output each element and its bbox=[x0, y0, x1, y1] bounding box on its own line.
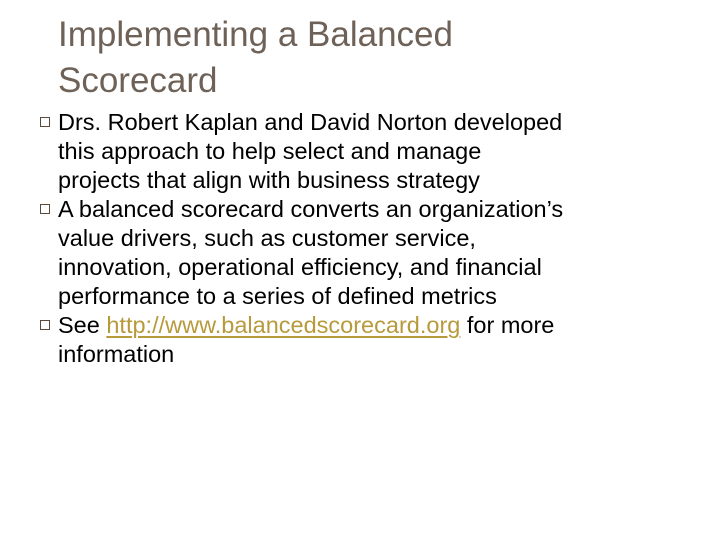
title-line-1: Implementing a Balanced bbox=[58, 15, 453, 54]
bullet-1-line-2: this approach to help select and manage bbox=[58, 138, 482, 164]
square-checkbox-icon bbox=[40, 204, 50, 214]
bullet-item-see-link bbox=[40, 311, 700, 369]
square-checkbox-icon bbox=[40, 117, 50, 127]
square-checkbox-icon bbox=[40, 320, 50, 330]
slide-title bbox=[58, 12, 678, 104]
bullet-2-line-2: value drivers, such as customer service, bbox=[58, 225, 476, 251]
bullet-3-suffix: for more bbox=[460, 312, 555, 338]
bullet-1-line-1: Drs. Robert Kaplan and David Norton developed bbox=[58, 109, 563, 135]
title-line-2: Scorecard bbox=[58, 61, 218, 100]
bullet-item-kaplan-norton bbox=[40, 108, 700, 195]
bullet-2-line-4: performance to a series of defined metrics bbox=[58, 283, 497, 309]
bullet-item-converts bbox=[40, 195, 700, 311]
bullet-3-prefix: See bbox=[58, 312, 107, 338]
bullet-2-line-3: innovation, operational efficiency, and financial bbox=[58, 254, 542, 280]
balanced-scorecard-link[interactable]: http://www.balancedscorecard.org bbox=[106, 312, 461, 338]
bullet-1-line-3: projects that align with business strategy bbox=[58, 167, 480, 193]
bullet-3-line-1 bbox=[58, 311, 700, 340]
bullet-list bbox=[40, 108, 700, 369]
bullet-2-line-1: A balanced scorecard converts an organization’s bbox=[58, 196, 564, 222]
bullet-3-line-2: information bbox=[58, 341, 175, 367]
